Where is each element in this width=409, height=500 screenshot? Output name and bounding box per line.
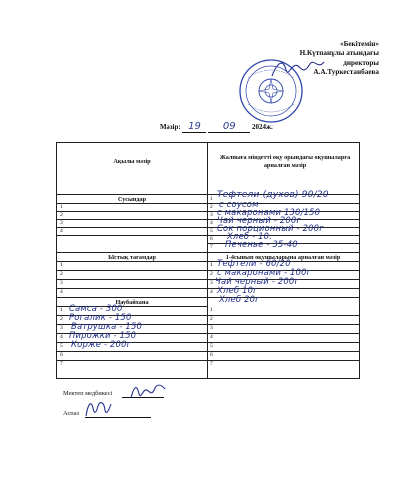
menu-item: Рогалик - 150 <box>69 312 132 322</box>
row-line <box>57 351 359 352</box>
menu-date <box>160 121 273 133</box>
row-line <box>57 252 359 253</box>
menu-item: Чай черный - 200г <box>215 276 300 286</box>
row-line <box>57 279 359 280</box>
row-number: 4 <box>60 228 63 234</box>
row-number: 2 <box>60 212 63 218</box>
row-number: 4 <box>60 289 63 295</box>
row-number: 5 <box>60 343 63 349</box>
menu-item: Самса - 300 <box>69 303 123 313</box>
menu-item: с макаронами 130/150 <box>217 207 321 217</box>
menu-item: Тефтели - 60/20 <box>217 258 291 268</box>
row-number: 1 <box>60 262 63 268</box>
row-number: 4 <box>60 334 63 340</box>
row-number: 7 <box>210 244 213 250</box>
row-number: 3 <box>210 212 213 218</box>
drinks-section-title: Сусындар <box>117 196 147 203</box>
menu-item: Чай черный - 200г <box>217 215 302 225</box>
row-number: 2 <box>210 204 213 210</box>
approval-line-2: директоры <box>343 58 379 67</box>
menu-item: Хлеб - 10. <box>227 231 273 241</box>
row-number: 3 <box>210 325 213 331</box>
row-line <box>57 261 359 262</box>
bakery-section-title: Наубайхана <box>115 299 149 306</box>
menu-date-month: 09 <box>222 121 236 132</box>
row-number: 4 <box>210 220 213 226</box>
menu-item: с макаронами - 100г <box>217 267 312 277</box>
row-number: 6 <box>60 352 63 358</box>
approval-line-1: Н.Күтпанұлы атындағы <box>299 49 379 58</box>
row-number: 7 <box>60 361 63 367</box>
menu-item: Ватрушка - 150 <box>71 321 143 331</box>
row-number: 1 <box>60 307 63 313</box>
menu-item: Хлеб 10г <box>217 285 258 295</box>
row-number: 6 <box>210 352 213 358</box>
row-number: 5 <box>210 343 213 349</box>
row-number: 6 <box>210 236 213 242</box>
row-number: 1 <box>210 307 213 313</box>
row-line <box>57 219 207 220</box>
approval-line-3: А.А.Туркестанбаева <box>313 68 379 77</box>
row-number: 2 <box>60 316 63 322</box>
row-number: 7 <box>210 361 213 367</box>
row-line <box>57 227 207 228</box>
menu-item: Хлеб 20г <box>219 294 260 304</box>
menu-item: Печенье - 35-40 <box>225 239 298 249</box>
row-number: 3 <box>60 280 63 286</box>
row-number: 4 <box>210 334 213 340</box>
cook-signature-icon <box>83 396 113 420</box>
row-number: 2 <box>210 271 213 277</box>
row-line <box>57 203 207 204</box>
menu-date-year: 2024ж. <box>251 123 273 131</box>
menu-item: Тефтели (духов) 90/20 <box>217 190 329 200</box>
menu-date-day: 19 <box>188 121 201 132</box>
menu-item: с соусом <box>219 199 259 209</box>
menu-item: Корже - 200г <box>71 339 132 349</box>
director-signature-icon <box>268 56 328 82</box>
menu-item: Сок порционный - 200г <box>217 223 324 233</box>
row-number: 1 <box>60 204 63 210</box>
primary-grades-section-title: 1-4сынып оқушыларына арналған мәзір <box>225 254 341 261</box>
row-number: 3 <box>210 280 213 286</box>
row-line <box>57 297 359 298</box>
nurse-signature-icon <box>128 380 168 404</box>
row-number: 1 <box>210 262 213 268</box>
row-line <box>57 235 359 236</box>
row-line <box>57 211 207 212</box>
mandatory-menu-header: Жалпыға міндетті оқу орындағы оқушыларға арналған мәзір <box>219 154 351 169</box>
approval-title: «Бекітемін» <box>339 40 379 48</box>
cook-label: Аспаз <box>63 410 80 417</box>
row-line <box>57 360 359 361</box>
menu-item: Пирожки - 150 <box>69 330 137 340</box>
row-number: 1 <box>210 196 213 202</box>
menu-table <box>56 142 360 379</box>
hot-dishes-section-title: Ыстық тағамдар <box>108 254 156 261</box>
row-number: 5 <box>210 228 213 234</box>
row-line <box>57 288 359 289</box>
row-number: 2 <box>60 271 63 277</box>
row-line <box>57 270 359 271</box>
paid-menu-header: Ақылы мәзір <box>113 158 151 165</box>
menu-date-label: Мәзір: <box>160 123 181 131</box>
row-number: 2 <box>210 316 213 322</box>
row-number: 3 <box>60 325 63 331</box>
row-number: 3 <box>60 220 63 226</box>
row-number: 4 <box>210 289 213 295</box>
nurse-label: Мектеп медбикесі <box>63 390 113 397</box>
